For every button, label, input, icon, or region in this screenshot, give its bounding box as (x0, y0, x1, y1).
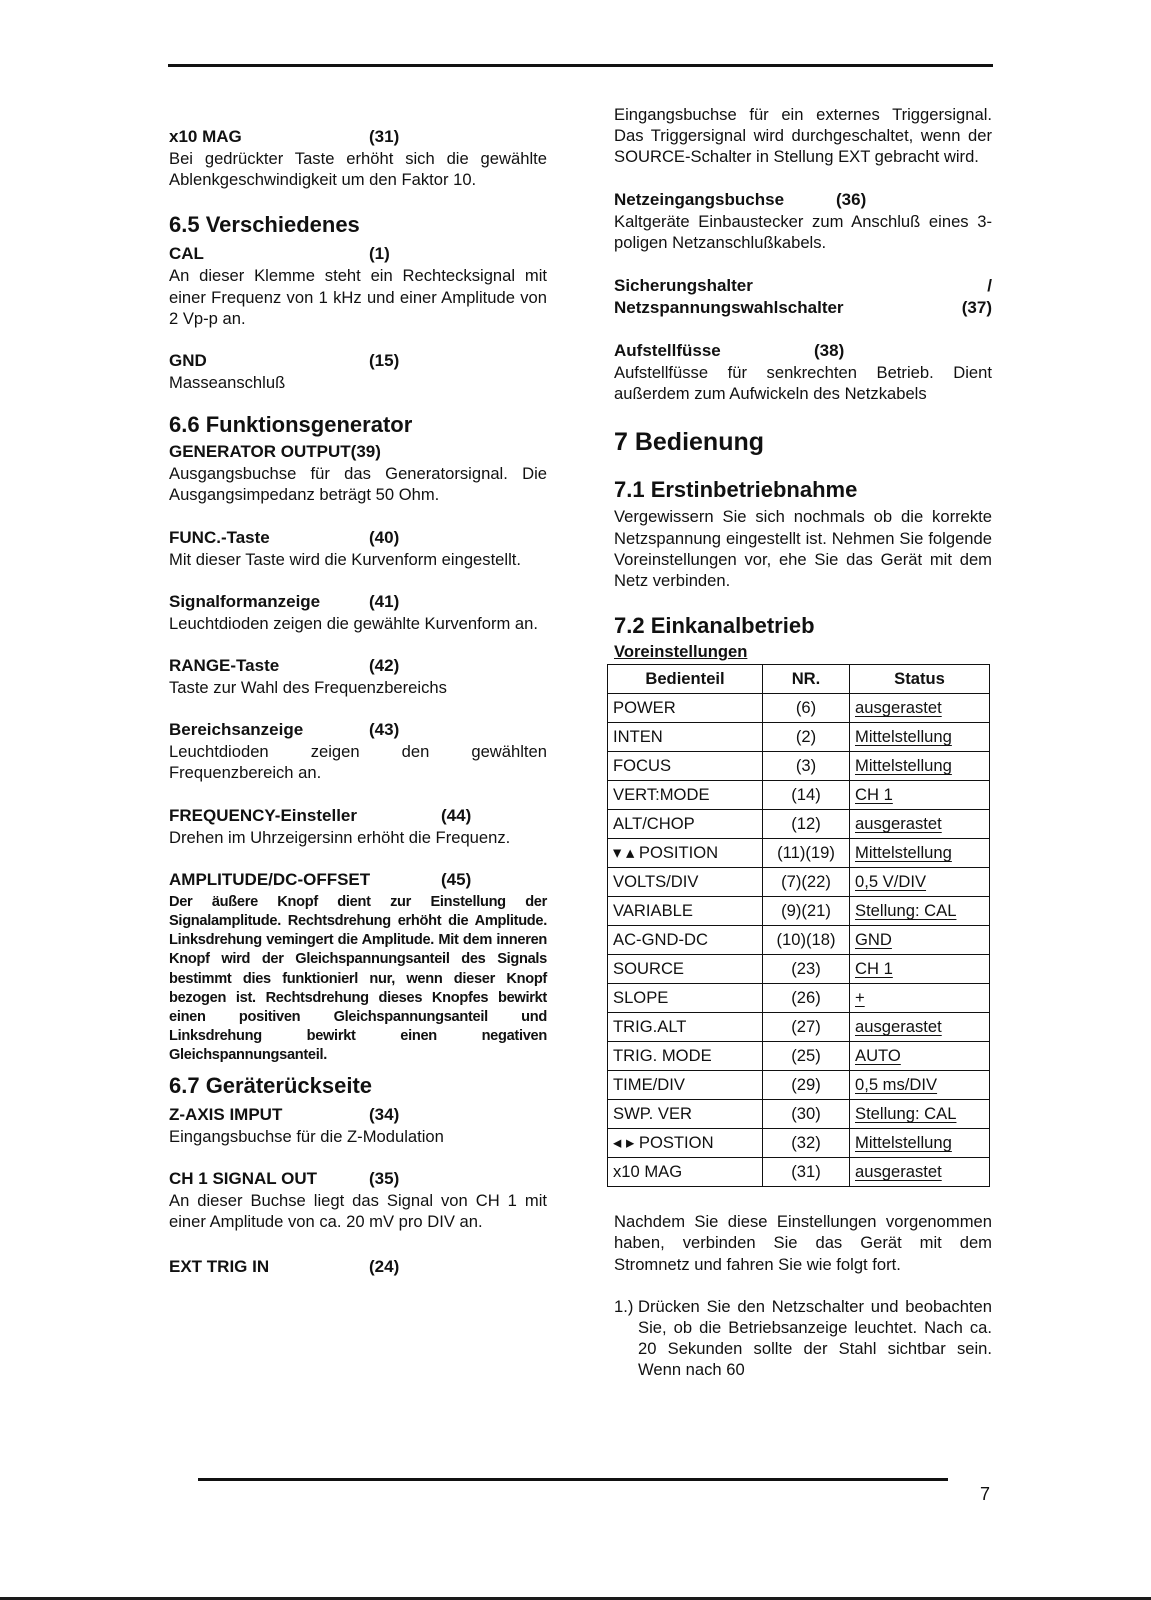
cell-bedienteil: VOLTS/DIV (608, 868, 763, 897)
entry-number-2: (37) (961, 298, 992, 318)
entry-term: GND (169, 351, 207, 371)
entry-text: Taste zur Wahl des Frequenzbereichs (169, 678, 447, 698)
entry-number: (15) (369, 351, 400, 371)
entry-func-taste (169, 527, 547, 570)
entry-text: Ausgangsbuchse für das Generatorsignal. Die Ausgangsimpedanz beträgt 50 Ohm. (169, 464, 547, 505)
cell-bedienteil: TIME/DIV (608, 1071, 763, 1100)
step-text: Drücken Sie den Netzschalter und beobachten Sie, ob die Betriebsanzeige leuchtet. Nach ca. 20 Sekunden sollte der Stahl sichtbar sein. Wenn nach 60 (638, 1296, 992, 1380)
cell-nr: (3) (763, 752, 850, 781)
cell-nr: (25) (763, 1042, 850, 1071)
right-column (614, 104, 992, 1381)
entry-signalformanzeige (169, 591, 547, 634)
cell-bedienteil: VERT:MODE (608, 781, 763, 810)
cell-status: 0,5 ms/DIV (850, 1071, 990, 1100)
cell-nr: (26) (763, 984, 850, 1013)
cell-bedienteil: SOURCE (608, 955, 763, 984)
table-row (608, 1071, 990, 1100)
entry-term: FREQUENCY-Einsteller (169, 805, 357, 825)
cell-status: 0,5 V/DIV (850, 868, 990, 897)
presets-subheading: Voreinstellungen (614, 642, 748, 662)
entry-term: Bereichsanzeige (169, 720, 304, 740)
section-heading-6-7: 6.7 Geräterückseite (169, 1072, 373, 1098)
entry-number: (24) (369, 1257, 400, 1277)
entry-term: Netzeingangsbuchse (614, 189, 785, 209)
entry-text: Drehen im Uhrzeigersinn erhöht die Frequenz. (169, 827, 511, 847)
entry-text: Bei gedrückter Taste erhöht sich die gewählte Ablenkgeschwindigkeit um den Faktor 10. (169, 149, 547, 190)
entry-cal (169, 243, 547, 329)
steps-list (614, 1296, 992, 1381)
entry-term: CH 1 SIGNAL OUT (169, 1168, 317, 1188)
cell-bedienteil: POWER (608, 694, 763, 723)
entry-text: Kaltgeräte Einbaustecker zum Anschluß eines 3-poligen Netzanschlußkabels. (614, 211, 992, 252)
cell-status: CH 1 (850, 781, 990, 810)
table-row (608, 781, 990, 810)
entry-number: (35) (369, 1168, 400, 1188)
chapter-heading-7: 7 Bedienung (614, 428, 765, 457)
cell-nr: (27) (763, 1013, 850, 1042)
list-item (614, 1296, 992, 1381)
left-column (169, 104, 547, 1278)
cell-bedienteil: x10 MAG (608, 1158, 763, 1187)
cell-nr: (6) (763, 694, 850, 723)
entry-ch1-signal-out (169, 1168, 547, 1232)
cell-nr: (11)(19) (763, 839, 850, 868)
cell-bedienteil: AC-GND-DC (608, 926, 763, 955)
after-settings-text: Nachdem Sie diese Einstellungen vorgenommen haben, verbinden Sie das Gerät mit dem Stromnetz und fahren Sie wie folgt fort. (614, 1212, 992, 1274)
entry-term-2: Netzspannungswahlschalter (614, 298, 844, 318)
entry-term: Aufstellfüsse (614, 341, 721, 361)
entry-z-axis-imput (169, 1104, 547, 1147)
bottom-rule (198, 1478, 948, 1481)
table-row (608, 955, 990, 984)
entry-term: RANGE-Taste (169, 656, 280, 676)
cell-nr: (14) (763, 781, 850, 810)
entry-sicherungshalter (614, 275, 992, 319)
cell-nr: (12) (763, 810, 850, 839)
table-row (608, 1013, 990, 1042)
entry-term: FUNC.-Taste (169, 527, 270, 547)
cell-status: ausgerastet (850, 1158, 990, 1187)
cell-bedienteil: SWP. VER (608, 1100, 763, 1129)
entry-bereichsanzeige (169, 719, 547, 783)
entry-number: (34) (369, 1104, 400, 1124)
cell-bedienteil: TRIG.ALT (608, 1013, 763, 1042)
cell-nr: (30) (763, 1100, 850, 1129)
entry-text: An dieser Klemme steht ein Rechtecksignal mit einer Frequenz von 1 kHz und einer Amplitude von 2 Vp-p an. (169, 266, 547, 328)
section-heading-6-6: 6.6 Funktionsgenerator (169, 412, 413, 438)
entry-number: (45) (441, 869, 472, 889)
cell-status: ausgerastet (850, 1013, 990, 1042)
entry-text: Aufstellfüsse für senkrechten Betrieb. Dient außerdem zum Aufwickeln des Netzkabels (614, 363, 992, 404)
ext-trig-description: Eingangsbuchse für ein externes Triggersignal. Das Triggersignal wird durchgeschaltet, wenn der SOURCE-Schalter in Stellung EXT gebracht wird. (614, 105, 992, 167)
entry-generator-output (169, 441, 547, 505)
entry-amplitude-dc-offset (169, 869, 547, 1066)
table-row (608, 752, 990, 781)
entry-term: Z-AXIS IMPUT (169, 1104, 283, 1124)
table-header-row (608, 665, 990, 694)
entry-text: Leuchtdioden zeigen den gewählten Frequenzbereich an. (169, 742, 547, 783)
cell-bedienteil: ◂ ▸ POSTION (608, 1129, 763, 1158)
cell-status: CH 1 (850, 955, 990, 984)
section-7-1-text: Vergewissern Sie sich nochmals ob die korrekte Netzspannung eingestellt ist. Nehmen Sie folgende Voreinstellungen vor, ehe Sie das Gerät mit dem Netz verbinden. (614, 507, 992, 591)
table-row (608, 1100, 990, 1129)
entry-term: AMPLITUDE/DC-OFFSET (169, 869, 371, 889)
table-row (608, 1042, 990, 1071)
cell-nr: (2) (763, 723, 850, 752)
cell-bedienteil: ALT/CHOP (608, 810, 763, 839)
cell-bedienteil: TRIG. MODE (608, 1042, 763, 1071)
cell-status: + (850, 984, 990, 1013)
entry-number: (36) (836, 189, 867, 209)
entry-ext-trig-in (169, 1256, 547, 1278)
cell-status: Mittelstellung (850, 839, 990, 868)
table-row (608, 1129, 990, 1158)
cell-nr: (32) (763, 1129, 850, 1158)
column-header-status: Status (850, 665, 990, 694)
cell-status: Stellung: CAL (850, 1100, 990, 1129)
entry-number: (42) (369, 656, 400, 676)
cell-status: Mittelstellung (850, 752, 990, 781)
cell-nr: (7)(22) (763, 868, 850, 897)
table-row (608, 723, 990, 752)
cell-nr: (9)(21) (763, 897, 850, 926)
cell-bedienteil: VARIABLE (608, 897, 763, 926)
table-row (608, 810, 990, 839)
entry-term: CAL (169, 244, 204, 264)
table-row (608, 868, 990, 897)
entry-number: (1) (369, 244, 390, 264)
cell-status: ausgerastet (850, 694, 990, 723)
cell-nr: (31) (763, 1158, 850, 1187)
entry-number: (40) (369, 527, 400, 547)
presets-table (607, 664, 990, 1187)
cell-bedienteil: ▾ ▴ POSITION (608, 839, 763, 868)
entry-text: Masseanschluß (169, 373, 286, 393)
cell-bedienteil: INTEN (608, 723, 763, 752)
table-row (608, 694, 990, 723)
table-row (608, 926, 990, 955)
cell-status: Stellung: CAL (850, 897, 990, 926)
page-number: 7 (980, 1484, 991, 1504)
list-marker: 1.) (614, 1296, 634, 1316)
table-body (608, 694, 990, 1187)
entry-text: An dieser Buchse liegt das Signal von CH 1 mit einer Amplitude von ca. 20 mV pro DIV an. (169, 1190, 547, 1232)
entry-gnd (169, 350, 547, 393)
entry-term: Signalformanzeige (169, 591, 321, 611)
table-row (608, 984, 990, 1013)
entry-text: Mit dieser Taste wird die Kurvenform eingestellt. (169, 549, 522, 569)
section-heading-7-1: 7.1 Erstinbetriebnahme (614, 477, 858, 503)
entry-number: (31) (369, 127, 400, 146)
entry-text: Leuchtdioden zeigen die gewählte Kurvenform an. (169, 613, 539, 633)
entry-text: Eingangsbuchse für die Z-Modulation (169, 1126, 444, 1146)
entry-term: x10 MAG (169, 127, 242, 146)
section-heading-6-5: 6.5 Verschiedenes (169, 212, 360, 238)
entry-x10-mag (169, 126, 547, 190)
column-header-bedienteil: Bedienteil (608, 665, 763, 694)
entry-netzeingangsbuchse (614, 189, 992, 253)
column-header-nr: NR. (763, 665, 850, 694)
entry-number: (44) (441, 805, 472, 825)
entry-term: EXT TRIG IN (169, 1257, 270, 1277)
cell-nr: (10)(18) (763, 926, 850, 955)
cell-nr: (23) (763, 955, 850, 984)
entry-number: (41) (369, 591, 400, 611)
entry-term: Sicherungshalter (614, 276, 753, 296)
table-row (608, 897, 990, 926)
entry-number: (43) (369, 720, 400, 740)
entry-text: Der äußere Knopf dient zur Einstellung der Signalamplitude. Rechtsdrehung erhöht die Amplitude. Linksdrehung vemingert die Amplitude. Mit dem inneren Knopf wird der Gleichspannungsanteil des Signals bestimmt dies funktionierl nur, wenn dieser Knopf bezogen ist. Rechtsdrehung dieses Knopfes bewirkt einen positiven Gleichspannungsanteil und Linksdrehung bewirkt einen negativen Gleichspannungsanteil. (169, 893, 547, 1064)
entry-aufstellfuesse (614, 340, 992, 404)
cell-status: Mittelstellung (850, 723, 990, 752)
section-heading-7-2: 7.2 Einkanalbetrieb (614, 613, 815, 639)
cell-bedienteil: SLOPE (608, 984, 763, 1013)
table-row (608, 839, 990, 868)
table-row (608, 1158, 990, 1187)
entry-frequency-einsteller (169, 805, 547, 848)
cell-status: GND (850, 926, 990, 955)
entry-number: / (987, 276, 992, 296)
top-rule (168, 64, 993, 67)
cell-status: ausgerastet (850, 810, 990, 839)
entry-number: (38) (814, 341, 845, 361)
cell-status: AUTO (850, 1042, 990, 1071)
cell-bedienteil: FOCUS (608, 752, 763, 781)
cell-nr: (29) (763, 1071, 850, 1100)
entry-range-taste (169, 655, 547, 698)
entry-term: GENERATOR OUTPUT(39) (169, 442, 381, 462)
cell-status: Mittelstellung (850, 1129, 990, 1158)
